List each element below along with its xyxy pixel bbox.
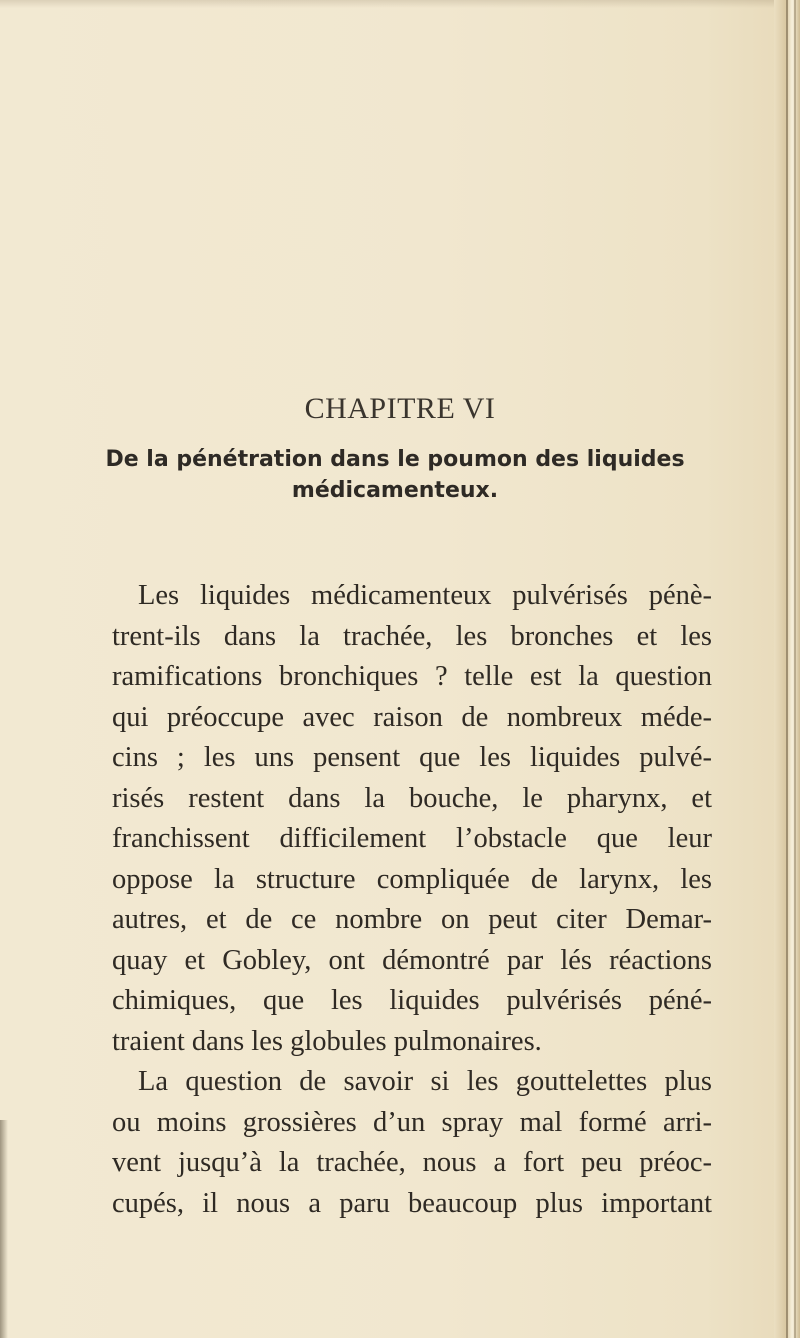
text-line: traient dans les globules pulmonaires. bbox=[112, 1025, 542, 1057]
text-line: vent jusqu’à la trachée, nous a fort peu préoc- bbox=[112, 1147, 712, 1178]
text-line: oppose la structure compliquée de larynx, les bbox=[112, 863, 712, 895]
text-line: autres, et de ce nombre on peut citer Demar- bbox=[112, 904, 712, 935]
text-line: quay et Gobley, ont démontré par lés réactions bbox=[112, 944, 712, 976]
spine-line bbox=[786, 0, 788, 1338]
chapter-subtitle bbox=[105, 444, 685, 506]
text-line: cins ; les uns pensent que les liquides pulvé- bbox=[112, 742, 712, 773]
body-text bbox=[112, 576, 712, 1224]
text-line: qui préoccupe avec raison de nombreux méde- bbox=[112, 701, 712, 733]
text-line: cupés, il nous a paru beaucoup plus important bbox=[112, 1187, 712, 1219]
text-line: ramifications bronchiques ? telle est la question bbox=[112, 661, 712, 692]
text-line: risés restent dans la bouche, le pharynx, et bbox=[112, 782, 712, 814]
text-line: ou moins grossières d’un spray mal formé arri- bbox=[112, 1106, 712, 1138]
chapter-heading: CHAPITRE VI bbox=[304, 392, 496, 425]
book-spine-edge bbox=[774, 0, 800, 1338]
page-top-shadow bbox=[0, 0, 800, 8]
page-left-edge-shadow bbox=[0, 1120, 8, 1338]
subtitle-line: médicamenteux. bbox=[291, 478, 499, 503]
subtitle-line: De la pénétration dans le poumon des liquides bbox=[105, 447, 685, 472]
text-line: Les liquides médicamenteux pulvérisés pénè- bbox=[138, 580, 712, 611]
text-line: La question de savoir si les gouttelettes plus bbox=[138, 1066, 712, 1097]
text-line: franchissent difficilement l’obstacle que leur bbox=[112, 823, 712, 854]
spine-line bbox=[794, 0, 796, 1338]
text-line: chimiques, que les liquides pulvérisés péné- bbox=[112, 985, 712, 1016]
text-line: trent-ils dans la trachée, les bronches et les bbox=[112, 620, 712, 652]
